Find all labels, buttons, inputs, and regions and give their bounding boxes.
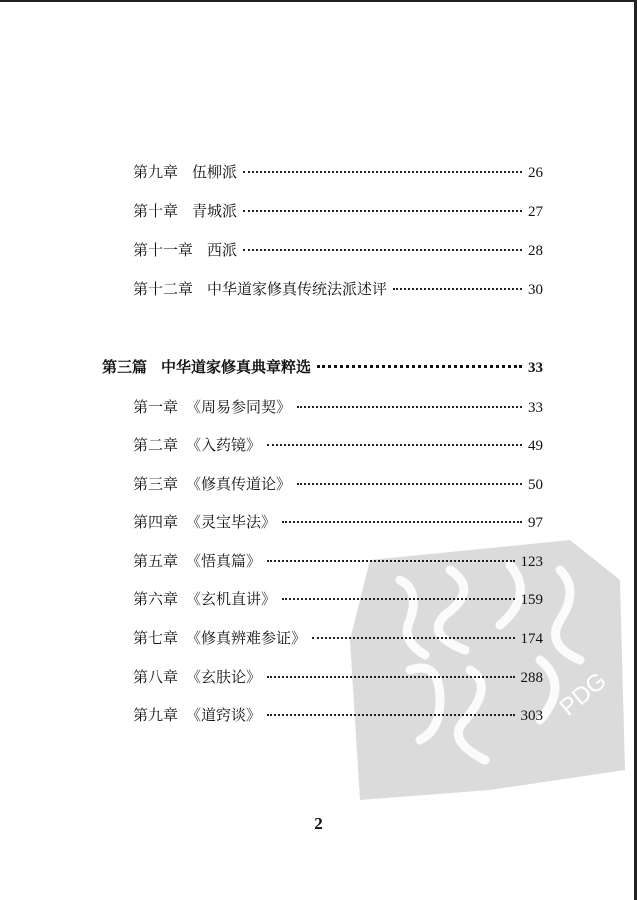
dot-leader: [297, 483, 522, 485]
chapter-title: 中华道家修真传统法派述评: [207, 280, 388, 298]
toc-entry[interactable]: [133, 279, 543, 300]
dot-leader: [267, 676, 514, 678]
toc-part-entry[interactable]: [102, 357, 543, 378]
chapter-number: 第二章: [133, 436, 179, 454]
toc-entry[interactable]: [133, 201, 543, 222]
dot-leader: [243, 249, 522, 251]
chapter-title: 伍柳派: [192, 163, 238, 181]
toc-entry[interactable]: [133, 397, 543, 418]
toc-entry[interactable]: [133, 435, 543, 456]
chapter-title: 《入药镜》: [186, 436, 262, 454]
part-number: 第三篇: [102, 358, 148, 376]
dot-leader: [267, 444, 522, 446]
page-top-edge: [0, 0, 637, 2]
chapter-number: 第四章: [133, 513, 179, 531]
page-ref: 26: [528, 165, 543, 181]
toc-entry[interactable]: [133, 551, 543, 572]
page-ref: 174: [520, 631, 543, 647]
chapter-title: 《悟真篇》: [186, 552, 262, 570]
chapter-title: 《修真辨难参证》: [186, 629, 307, 647]
page-ref: 28: [528, 243, 543, 259]
chapter-number: 第十一章: [133, 241, 194, 259]
chapter-title: 《灵宝毕法》: [186, 513, 277, 531]
chapter-title: 《道窍谈》: [186, 706, 262, 724]
dot-leader: [393, 288, 522, 290]
chapter-number: 第五章: [133, 552, 179, 570]
page-ref: 303: [520, 708, 543, 724]
page-number: 2: [314, 814, 323, 833]
toc-entry[interactable]: [133, 628, 543, 649]
page-ref: 27: [528, 204, 543, 220]
dot-leader: [282, 521, 522, 523]
page-ref: 33: [528, 400, 543, 416]
chapter-title: 《玄机直讲》: [186, 590, 277, 608]
chapter-number: 第八章: [133, 668, 179, 686]
chapter-number: 第七章: [133, 629, 179, 647]
page-ref: 30: [528, 282, 543, 298]
dot-leader: [312, 637, 514, 639]
watermark-text: PDG: [554, 667, 612, 722]
chapter-number: 第九章: [133, 163, 179, 181]
dot-leader: [267, 714, 514, 716]
toc-entry[interactable]: [133, 512, 543, 533]
chapter-number: 第十章: [133, 202, 179, 220]
dot-leader: [243, 171, 522, 173]
page-ref: 49: [528, 438, 543, 454]
dot-leader: [317, 365, 522, 368]
chapter-number: 第一章: [133, 398, 179, 416]
page-ref: 123: [520, 554, 543, 570]
chapter-number: 第三章: [133, 475, 179, 493]
page-ref: 288: [520, 670, 543, 686]
chapter-title: 西派: [207, 241, 238, 259]
page-ref: 159: [520, 592, 543, 608]
chapter-number: 第九章: [133, 706, 179, 724]
part-title: 中华道家修真典章粹选: [161, 358, 312, 376]
page-ref: 33: [528, 360, 543, 376]
chapter-title: 青城派: [192, 202, 238, 220]
chapter-number: 第十二章: [133, 280, 194, 298]
chapter-title: 《玄肤论》: [186, 668, 262, 686]
dot-leader: [243, 210, 522, 212]
page-ref: 97: [528, 515, 543, 531]
toc-entry[interactable]: [133, 240, 543, 261]
dot-leader: [297, 406, 522, 408]
chapter-title: 《周易参同契》: [186, 398, 292, 416]
toc-entry[interactable]: [133, 667, 543, 688]
chapter-number: 第六章: [133, 590, 179, 608]
toc-entry[interactable]: [133, 705, 543, 726]
toc-entry[interactable]: [133, 162, 543, 183]
toc-entry[interactable]: [133, 474, 543, 495]
chapter-title: 《修真传道论》: [186, 475, 292, 493]
dot-leader: [282, 598, 514, 600]
toc-entry[interactable]: [133, 589, 543, 610]
page-ref: 50: [528, 477, 543, 493]
dot-leader: [267, 560, 514, 562]
